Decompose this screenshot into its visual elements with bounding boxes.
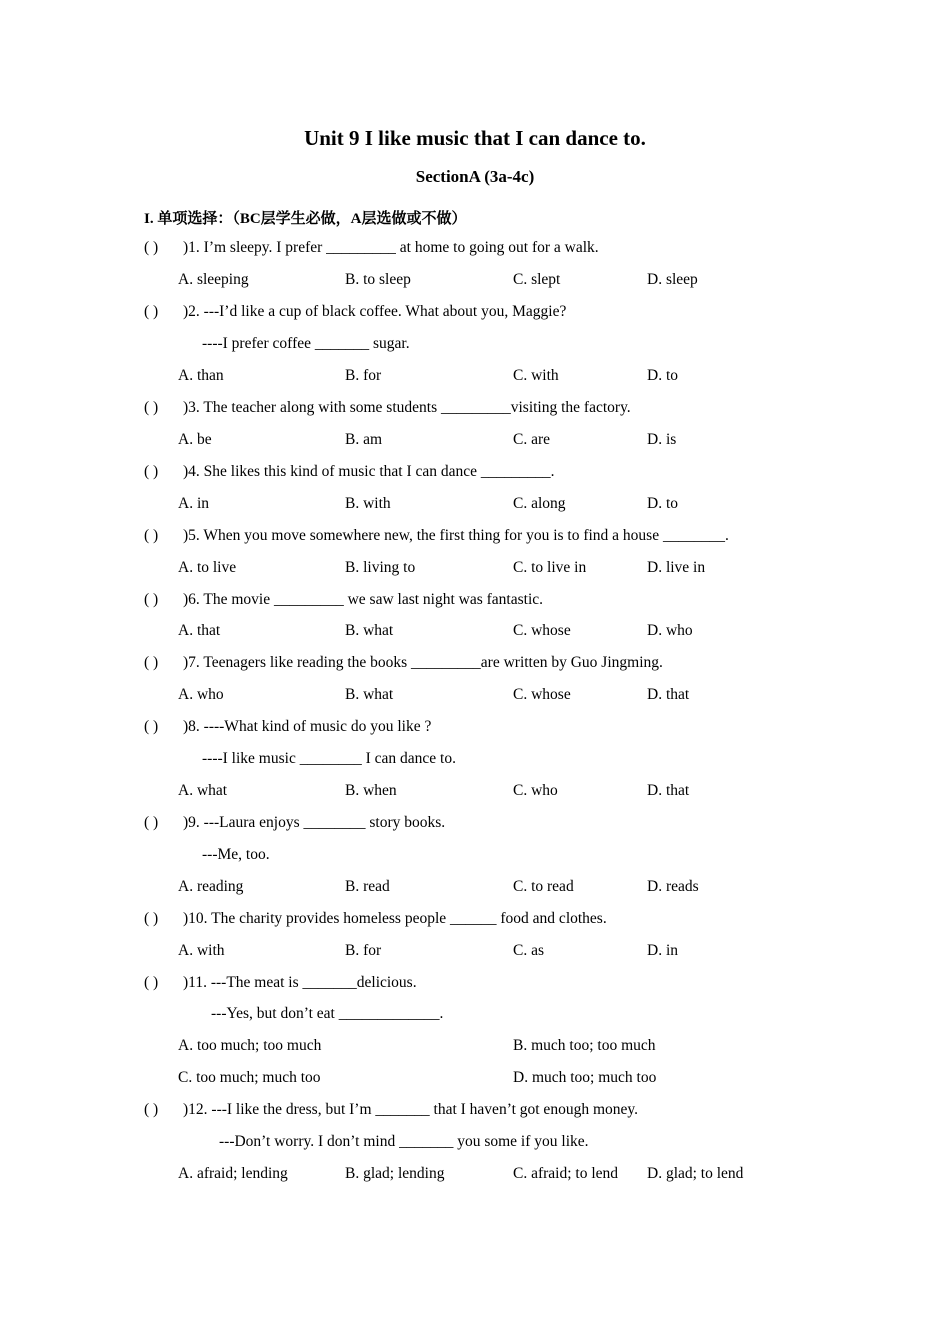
answer-blank-10[interactable]: ( ): [144, 910, 159, 927]
q9-option-d: D. reads: [647, 878, 699, 895]
page-subtitle: SectionA (3a-4c): [415, 167, 535, 186]
answer-blank-6[interactable]: ( ): [144, 591, 159, 608]
question-5-stem: )5. When you move somewhere new, the first thing for you is to find a house ________.: [183, 527, 729, 544]
q11-option-c: C. too much; much too: [178, 1069, 321, 1086]
question-4-stem: )4. She likes this kind of music that I can dance _________.: [183, 463, 555, 480]
q10-option-a: A. with: [178, 942, 225, 959]
question-12-stem: )12. ---I like the dress, but I’m _______ that I haven’t got enough money.: [183, 1101, 638, 1118]
answer-blank-3[interactable]: ( ): [144, 399, 159, 416]
answer-blank-9[interactable]: ( ): [144, 814, 159, 831]
q4-option-c: C. along: [513, 495, 566, 512]
answer-blank-2[interactable]: ( ): [144, 303, 159, 320]
q12-option-d: D. glad; to lend: [647, 1165, 744, 1182]
question-1-stem: )1. I’m sleepy. I prefer _________ at home to going out for a walk.: [183, 239, 599, 256]
q11-option-b: B. much too; too much: [513, 1037, 656, 1054]
q8-option-d: D. that: [647, 782, 690, 799]
answer-blank-5[interactable]: ( ): [144, 527, 159, 544]
q9-option-c: C. to read: [513, 878, 574, 895]
q7-option-b: B. what: [345, 686, 394, 703]
q12-option-b: B. glad; lending: [345, 1165, 445, 1182]
q4-option-a: A. in: [178, 495, 209, 512]
answer-blank-11[interactable]: ( ): [144, 974, 159, 991]
section-heading: I. 单项选择：（BC层学生必做，A层选做或不做）: [144, 211, 467, 227]
q1-option-c: C. slept: [513, 271, 561, 288]
q10-option-b: B. for: [345, 942, 382, 959]
q5-option-d: D. live in: [647, 559, 706, 576]
q9-option-b: B. read: [345, 878, 390, 895]
q2-option-a: A. than: [178, 367, 224, 384]
q6-option-a: A. that: [178, 622, 221, 639]
answer-blank-8[interactable]: ( ): [144, 718, 159, 735]
page-title: Unit 9 I like music that I can dance to.: [304, 126, 646, 150]
answer-blank-1[interactable]: ( ): [144, 239, 159, 256]
q8-option-c: C. who: [513, 782, 558, 799]
answer-blank-4[interactable]: ( ): [144, 463, 159, 480]
q11-option-a: A. too much; too much: [178, 1037, 322, 1054]
q3-option-b: B. am: [345, 431, 383, 448]
question-9-stem: )9. ---Laura enjoys ________ story books.: [183, 814, 446, 831]
q5-option-b: B. living to: [345, 559, 416, 576]
q7-option-c: C. whose: [513, 686, 571, 703]
q1-option-d: D. sleep: [647, 271, 698, 288]
question-9-reply: ---Me, too.: [202, 846, 270, 863]
q6-option-b: B. what: [345, 622, 394, 639]
q6-option-d: D. who: [647, 622, 693, 639]
answer-blank-12[interactable]: ( ): [144, 1101, 159, 1118]
q8-option-b: B. when: [345, 782, 397, 799]
question-12-reply: ---Don’t worry. I don’t mind _______ you some if you like.: [219, 1133, 589, 1150]
question-2-stem: )2. ---I’d like a cup of black coffee. What about you, Maggie?: [183, 303, 567, 320]
q7-option-d: D. that: [647, 686, 690, 703]
q1-option-b: B. to sleep: [345, 271, 411, 288]
question-7-stem: )7. Teenagers like reading the books _________are written by Guo Jingming.: [183, 654, 663, 671]
q1-option-a: A. sleeping: [178, 271, 249, 288]
q4-option-b: B. with: [345, 495, 391, 512]
q12-option-c: C. afraid; to lend: [513, 1165, 619, 1182]
q3-option-a: A. be: [178, 431, 212, 448]
question-11-reply: ---Yes, but don’t eat _____________.: [211, 1005, 444, 1022]
q2-option-b: B. for: [345, 367, 382, 384]
answer-blank-7[interactable]: ( ): [144, 654, 159, 671]
q6-option-c: C. whose: [513, 622, 571, 639]
q11-option-d: D. much too; much too: [513, 1069, 657, 1086]
q3-option-c: C. are: [513, 431, 551, 448]
q10-option-c: C. as: [513, 942, 544, 959]
q10-option-d: D. in: [647, 942, 678, 959]
question-2-reply: ----I prefer coffee _______ sugar.: [202, 335, 410, 352]
q2-option-c: C. with: [513, 367, 559, 384]
q8-option-a: A. what: [178, 782, 228, 799]
q3-option-d: D. is: [647, 431, 677, 448]
question-8-stem: )8. ----What kind of music do you like ?: [183, 718, 432, 735]
q4-option-d: D. to: [647, 495, 678, 512]
q7-option-a: A. who: [178, 686, 224, 703]
question-8-reply: ----I like music ________ I can dance to.: [202, 750, 456, 767]
question-6-stem: )6. The movie _________ we saw last night was fantastic.: [183, 591, 544, 608]
q12-option-a: A. afraid; lending: [178, 1165, 288, 1182]
q9-option-a: A. reading: [178, 878, 244, 895]
q2-option-d: D. to: [647, 367, 678, 384]
question-10-stem: )10. The charity provides homeless people ______ food and clothes.: [183, 910, 607, 927]
q5-option-a: A. to live: [178, 559, 237, 576]
question-11-stem: )11. ---The meat is _______delicious.: [183, 974, 417, 991]
question-3-stem: )3. The teacher along with some students _________visiting the factory.: [183, 399, 631, 416]
q5-option-c: C. to live in: [513, 559, 587, 576]
